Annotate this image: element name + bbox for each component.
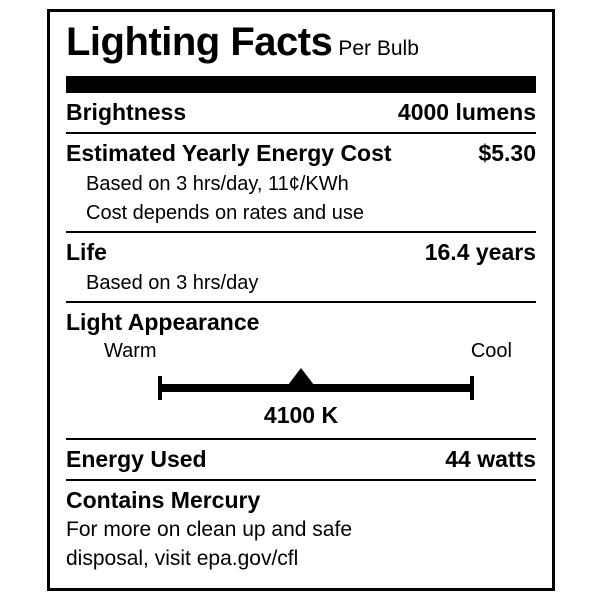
mercury-text-line-2: disposal, visit epa.gov/cfl bbox=[66, 547, 299, 570]
energy-used-value: 44 watts bbox=[445, 446, 536, 472]
mercury-label: Contains Mercury bbox=[66, 487, 261, 513]
scale-right-label: Cool bbox=[470, 340, 512, 362]
scale-bar bbox=[158, 384, 474, 392]
light-appearance-label: Light Appearance bbox=[66, 309, 260, 335]
scale-marker-triangle-icon bbox=[288, 368, 314, 385]
energy-cost-value: $5.30 bbox=[478, 140, 536, 166]
energy-cost-note-rates: Cost depends on rates and use bbox=[86, 202, 364, 224]
lighting-facts-label bbox=[47, 9, 555, 591]
page-title-suffix: Per Bulb bbox=[338, 37, 419, 60]
mercury-section bbox=[66, 481, 536, 578]
label-title-row bbox=[66, 20, 536, 68]
light-appearance-section bbox=[66, 303, 536, 438]
scale-tick-right bbox=[470, 376, 474, 400]
life-value: 16.4 years bbox=[424, 239, 536, 265]
energy-cost-label: Estimated Yearly Energy Cost bbox=[66, 140, 392, 166]
color-temperature-value: 4100 K bbox=[263, 402, 339, 428]
energy-cost-section bbox=[66, 134, 536, 231]
energy-cost-note-basis: Based on 3 hrs/day, 11¢/KWh bbox=[86, 173, 349, 195]
brightness-section bbox=[66, 93, 536, 132]
mercury-text-line-1: For more on clean up and safe bbox=[66, 518, 353, 541]
energy-used-label: Energy Used bbox=[66, 446, 207, 472]
scale-left-label: Warm bbox=[104, 340, 157, 362]
life-section bbox=[66, 233, 536, 301]
page-title: Lighting Facts bbox=[66, 20, 333, 64]
life-note: Based on 3 hrs/day bbox=[86, 272, 259, 294]
life-label: Life bbox=[66, 239, 107, 265]
brightness-label: Brightness bbox=[66, 99, 187, 125]
title-divider-bar bbox=[66, 76, 536, 93]
brightness-value: 4000 lumens bbox=[397, 99, 536, 125]
energy-used-section bbox=[66, 440, 536, 479]
color-temperature-scale bbox=[66, 340, 536, 432]
